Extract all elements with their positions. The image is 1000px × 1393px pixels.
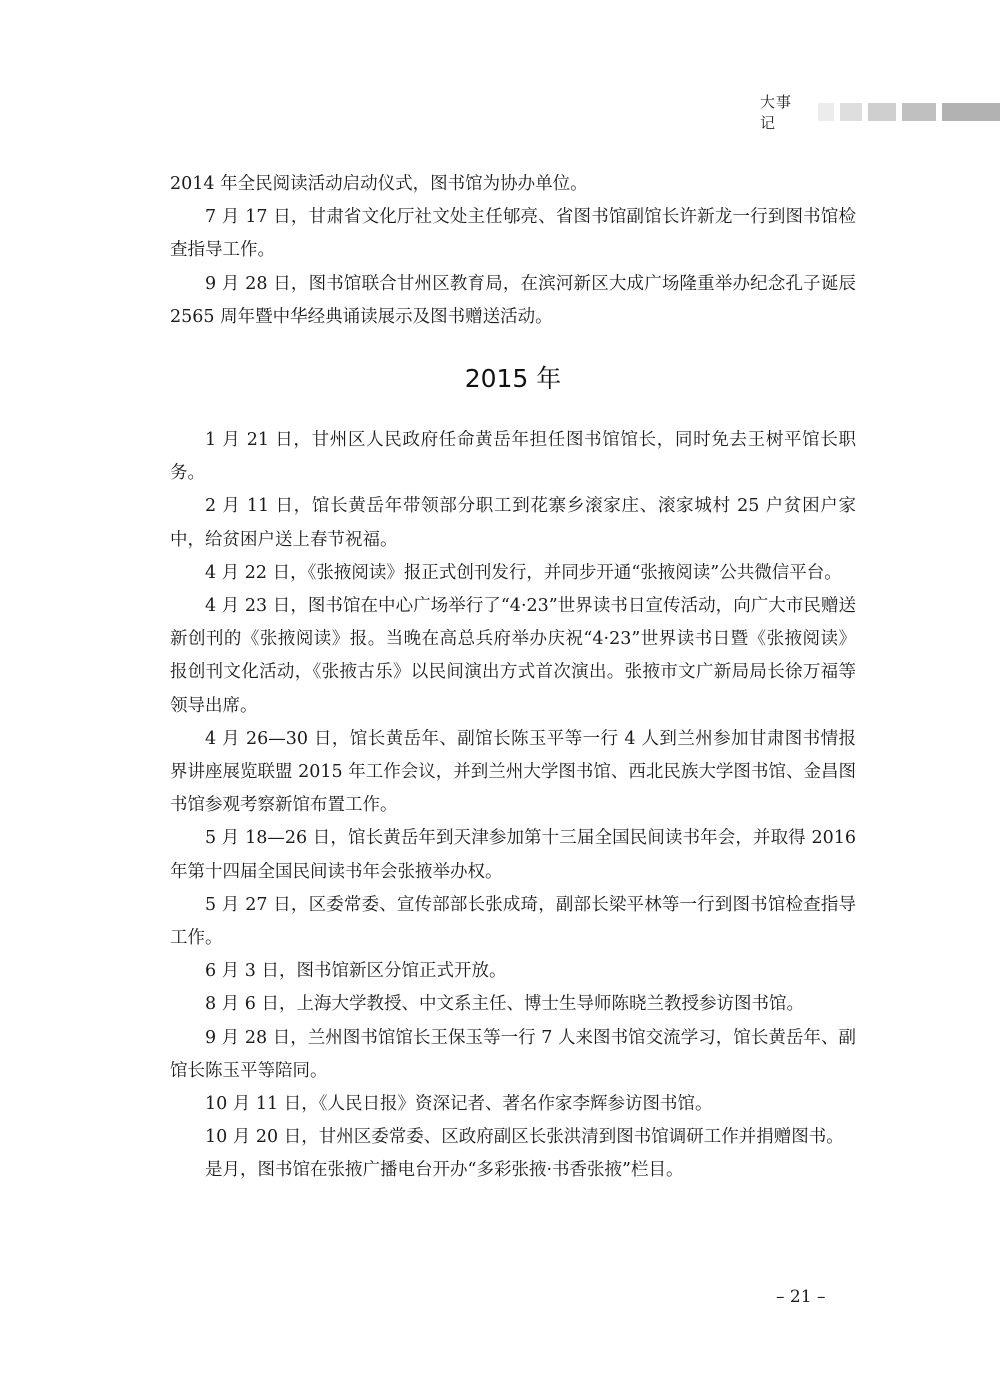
entry-paragraph: 4 月 23 日，图书馆在中心广场举行了“4·23”世界读书日宣传活动，向广大市民赠送新创刊的《张掖阅读》报。当晚在高总兵府举办庆祝“4·23”世界读书日暨《张掖阅读》报创刊文化活动，《张掖古乐》以民间演出方式首次演出。张掖市文广新局局长徐万福等领导出席。 [170,596,856,716]
entry-paragraph: 9 月 28 日，图书馆联合甘州区教育局，在滨河新区大成广场隆重举办纪念孔子诞辰 2565 周年暨中华经典诵读展示及图书赠送活动。 [170,273,856,327]
entry-paragraph: 10 月 11 日，《人民日报》资深记者、著名作家李辉参访图书馆。 [205,1094,713,1115]
entry-paragraph: 是月，图书馆在张掖广播电台开办“多彩张掖·书香张掖”栏目。 [205,1160,684,1181]
entry-paragraph: 10 月 20 日，甘州区委常委、区政府副区长张洪清到图书馆调研工作并捐赠图书。 [205,1127,844,1148]
entry-paragraph: 7 月 17 日，甘肃省文化厅社文处主任郇亮、省图书馆副馆长许新龙一行到图书馆检查指导工作。 [170,207,856,261]
entry-paragraph: 5 月 18—26 日，馆长黄岳年到天津参加第十三届全国民间读书年会，并取得 2016 年第十四届全国民间读书年会张掖举办权。 [170,828,856,882]
running-header [760,93,1000,132]
page-number: – 21 – [776,1287,826,1307]
continued-paragraph: 2014 年全民阅读活动启动仪式，图书馆为协办单位。 [170,174,588,194]
header-bar [902,103,936,121]
header-bar [942,103,1000,121]
entry-paragraph: 6 月 3 日，图书馆新区分馆正式开放。 [205,961,507,982]
entry-paragraph: 8 月 6 日，上海大学教授、中文系主任、博士生导师陈晓兰教授参访图书馆。 [205,994,804,1015]
header-decoration-bars [818,103,1000,121]
entry-paragraph: 5 月 27 日，区委常委、宣传部部长张成琦，副部长梁平林等一行到图书馆检查指导工作。 [170,894,856,949]
entry-paragraph: 4 月 26—30 日，馆长黄岳年、副馆长陈玉平等一行 4 人到兰州参加甘肃图书情报界讲座展览联盟 2015 年工作会议，并到兰州大学图书馆、西北民族大学图书馆、金昌图书馆参观考察新馆布置工作。 [170,728,856,816]
page-body [170,168,856,1188]
year-heading: 2015 年 [464,364,562,394]
entry-paragraph: 1 月 21 日，甘州区人民政府任命黄岳年担任图书馆馆长，同时免去王树平馆长职务。 [170,430,856,484]
header-bar [840,103,862,121]
header-bar [868,103,896,121]
entry-paragraph: 4 月 22 日，《张掖阅读》报正式创刊发行，并同步开通“张掖阅读”公共微信平台。 [205,562,842,583]
entry-paragraph: 2 月 11 日，馆长黄岳年带领部分职工到花寨乡滚家庄、滚家城村 25 户贫困户家中，给贫困户送上春节祝福。 [170,496,856,550]
entry-paragraph: 9 月 28 日，兰州图书馆馆长王保玉等一行 7 人来图书馆交流学习，馆长黄岳年、副馆长陈玉平等陪同。 [170,1027,856,1081]
section-label: 大事记 [760,93,793,132]
header-bar [818,103,834,121]
